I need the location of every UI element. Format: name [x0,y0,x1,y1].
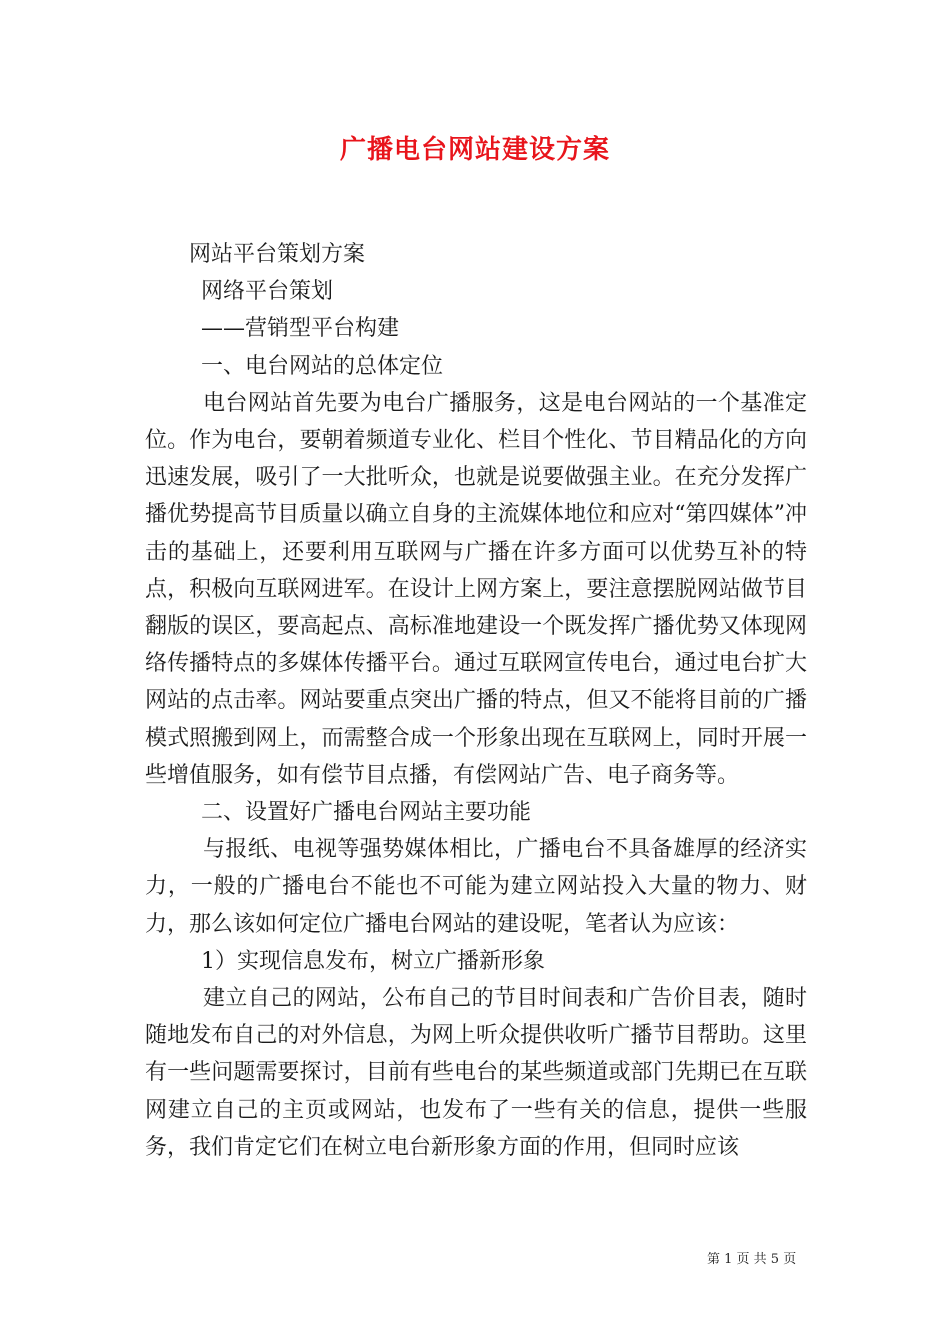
heading-platform-plan: 网站平台策划方案 [189,242,366,267]
document-body [145,236,807,1166]
heading-network-plan: 网络平台策划 [201,279,334,305]
document-title: 广播电台网站建设方案 [339,135,610,165]
section-2-title: 二、设置好广播电台网站主要功能 [201,800,532,826]
subsection-1-title: 1）实现信息发布，树立广播新形象 [201,948,545,974]
subsection-1-paragraph: 建立自己的网站，公布自己的节目时间表和广告价目表，随时随地发布自己的对外信息，为网上听众提供收听广播节目帮助。这里有一些问题需要探讨，目前有些电台的某些频道或部门先期已在互联网建立自己的主页或网站，也发布了一些有关的信息，提供一些服务，我们肯定它们在树立电台新形象方面的作用，但同时应该 [145,986,807,1160]
page-indicator: 第 1 页 共 5 页 [707,1252,797,1267]
section-1-title: 一、电台网站的总体定位 [201,353,444,379]
section-2-paragraph: 与报纸、电视等强势媒体相比，广播电台不具备雄厚的经济实力，一般的广播电台不能也不可能为建立网站投入大量的物力、财力，那么该如何定位广播电台网站的建设呢，笔者认为应该： [145,837,807,937]
section-1-paragraph: 电台网站首先要为电台广播服务，这是电台网站的一个基准定位。作为电台，要朝着频道专业化、栏目个性化、节目精品化的方向迅速发展，吸引了一大批听众，也就是说要做强主业。在充分发挥广播优势提高节目质量以确立自身的主流媒体地位和应对“第四媒体”冲击的基础上，还要利用互联网与广播在许多方面可以优势互补的特点，积极向互联网进军。在设计上网方案上，要注意摆脱网站做节目翻版的误区，要高起点、高标准地建设一个既发挥广播优势又体现网络传播特点的多媒体传播平台。通过互联网宣传电台，通过电台扩大网站的点击率。网站要重点突出广播的特点，但又不能将目前的广播模式照搬到网上，而需整合成一个形象出现在互联网上，同时开展一些增值服务，如有偿节目点播，有偿网站广告、电子商务等。 [145,390,807,788]
heading-marketing-platform: ——营销型平台构建 [201,316,400,342]
